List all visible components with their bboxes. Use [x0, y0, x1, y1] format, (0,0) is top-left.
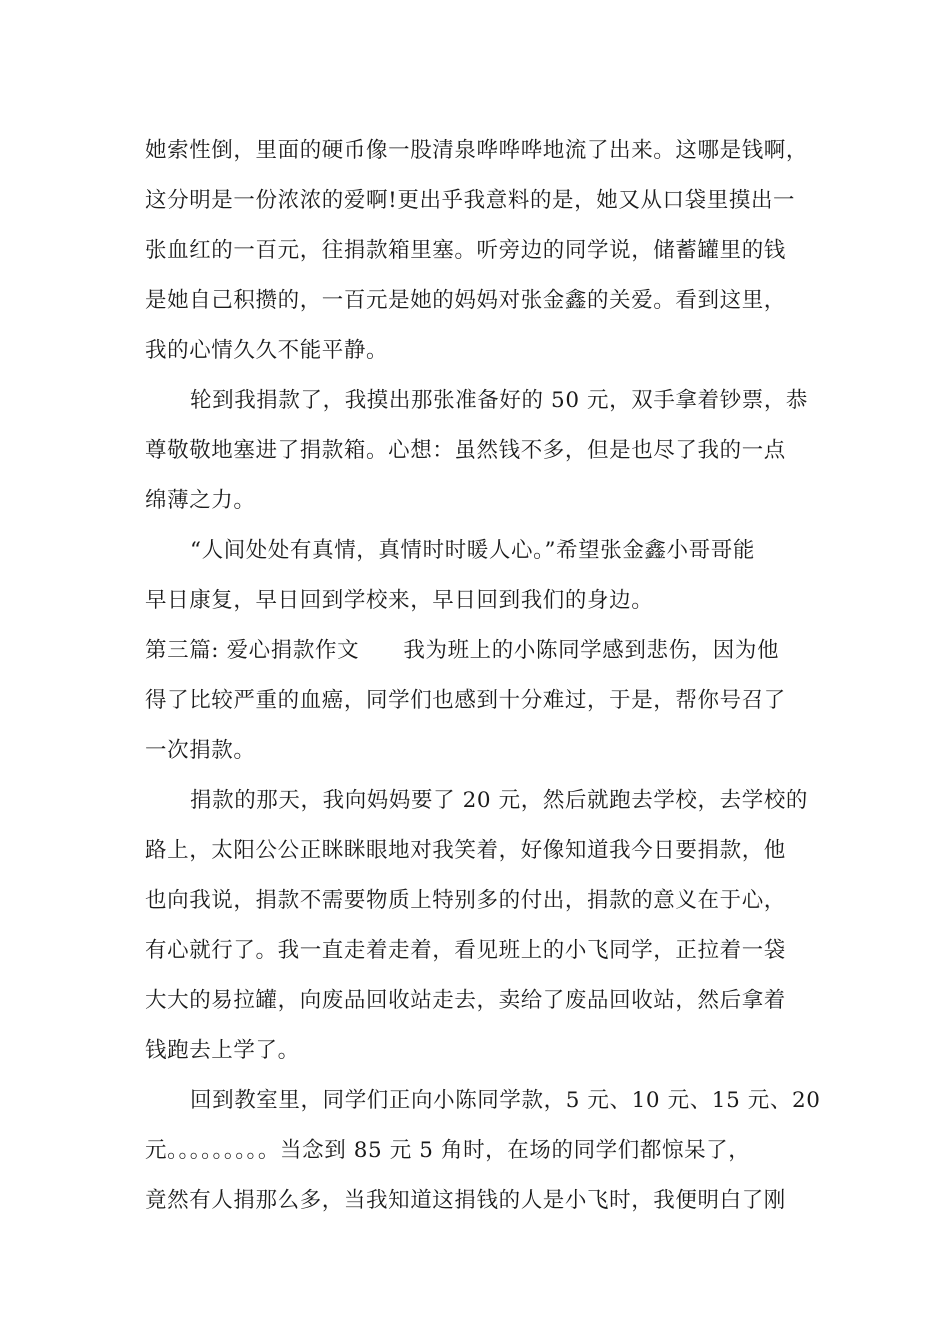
text-line: 元。。。。。。。。。当念到 85 元 5 角时，在场的同学们都惊呆了， — [145, 1138, 751, 1163]
text-line: 早日康复，早日回到学校来，早日回到我们的身边。 — [145, 588, 654, 613]
text-line: 大大的易拉罐，向废品回收站走去，卖给了废品回收站，然后拿着 — [145, 988, 786, 1013]
text-line: 张血红的一百元，往捐款箱里塞。听旁边的同学说，储蓄罐里的钱 — [145, 238, 786, 263]
text-line: 一次捐款。 — [145, 738, 256, 763]
text-line: 回到教室里，同学们正向小陈同学款，5 元、10 元、15 元、20 — [190, 1088, 821, 1113]
text-line: 得了比较严重的血癌，同学们也感到十分难过，于是，帮你号召了 — [145, 688, 786, 713]
text-line: 竟然有人捐那么多，当我知道这捐钱的人是小飞时，我便明白了刚 — [145, 1188, 786, 1213]
text-line: “人间处处有真情，真情时时暖人心。”希望张金鑫小哥哥能 — [190, 538, 755, 563]
text-line: 钱跑去上学了。 — [145, 1038, 300, 1063]
text-line: 有心就行了。我一直走着走着，看见班上的小飞同学，正拉着一袋 — [145, 938, 786, 963]
text-line: 轮到我捐款了，我摸出那张准备好的 50 元，双手拿着钞票，恭 — [190, 388, 809, 413]
text-line: 捐款的那天，我向妈妈要了 20 元，然后就跑去学校，去学校的 — [190, 788, 809, 813]
text-line: 我的心情久久不能平静。 — [145, 338, 389, 363]
section-heading-line: 第三篇: 爱心捐款作文 我为班上的小陈同学感到悲伤，因为他 — [145, 638, 780, 663]
text-line: 是她自己积攒的，一百元是她的妈妈对张金鑫的关爱。看到这里， — [145, 288, 786, 313]
text-line: 尊敬敬地塞进了捐款箱。心想：虽然钱不多，但是也尽了我的一点 — [145, 438, 786, 463]
text-line: 这分明是一份浓浓的爱啊!更出乎我意料的是，她又从口袋里摸出一 — [145, 188, 796, 213]
text-line: 也向我说，捐款不需要物质上特别多的付出，捐款的意义在于心， — [145, 888, 786, 913]
text-line: 绵薄之力。 — [145, 488, 256, 513]
text-line: 她索性倒，里面的硬币像一股清泉哗哗哗地流了出来。这哪是钱啊， — [145, 138, 809, 163]
text-line: 路上，太阳公公正眯眯眼地对我笑着，好像知道我今日要捐款，他 — [145, 838, 786, 863]
